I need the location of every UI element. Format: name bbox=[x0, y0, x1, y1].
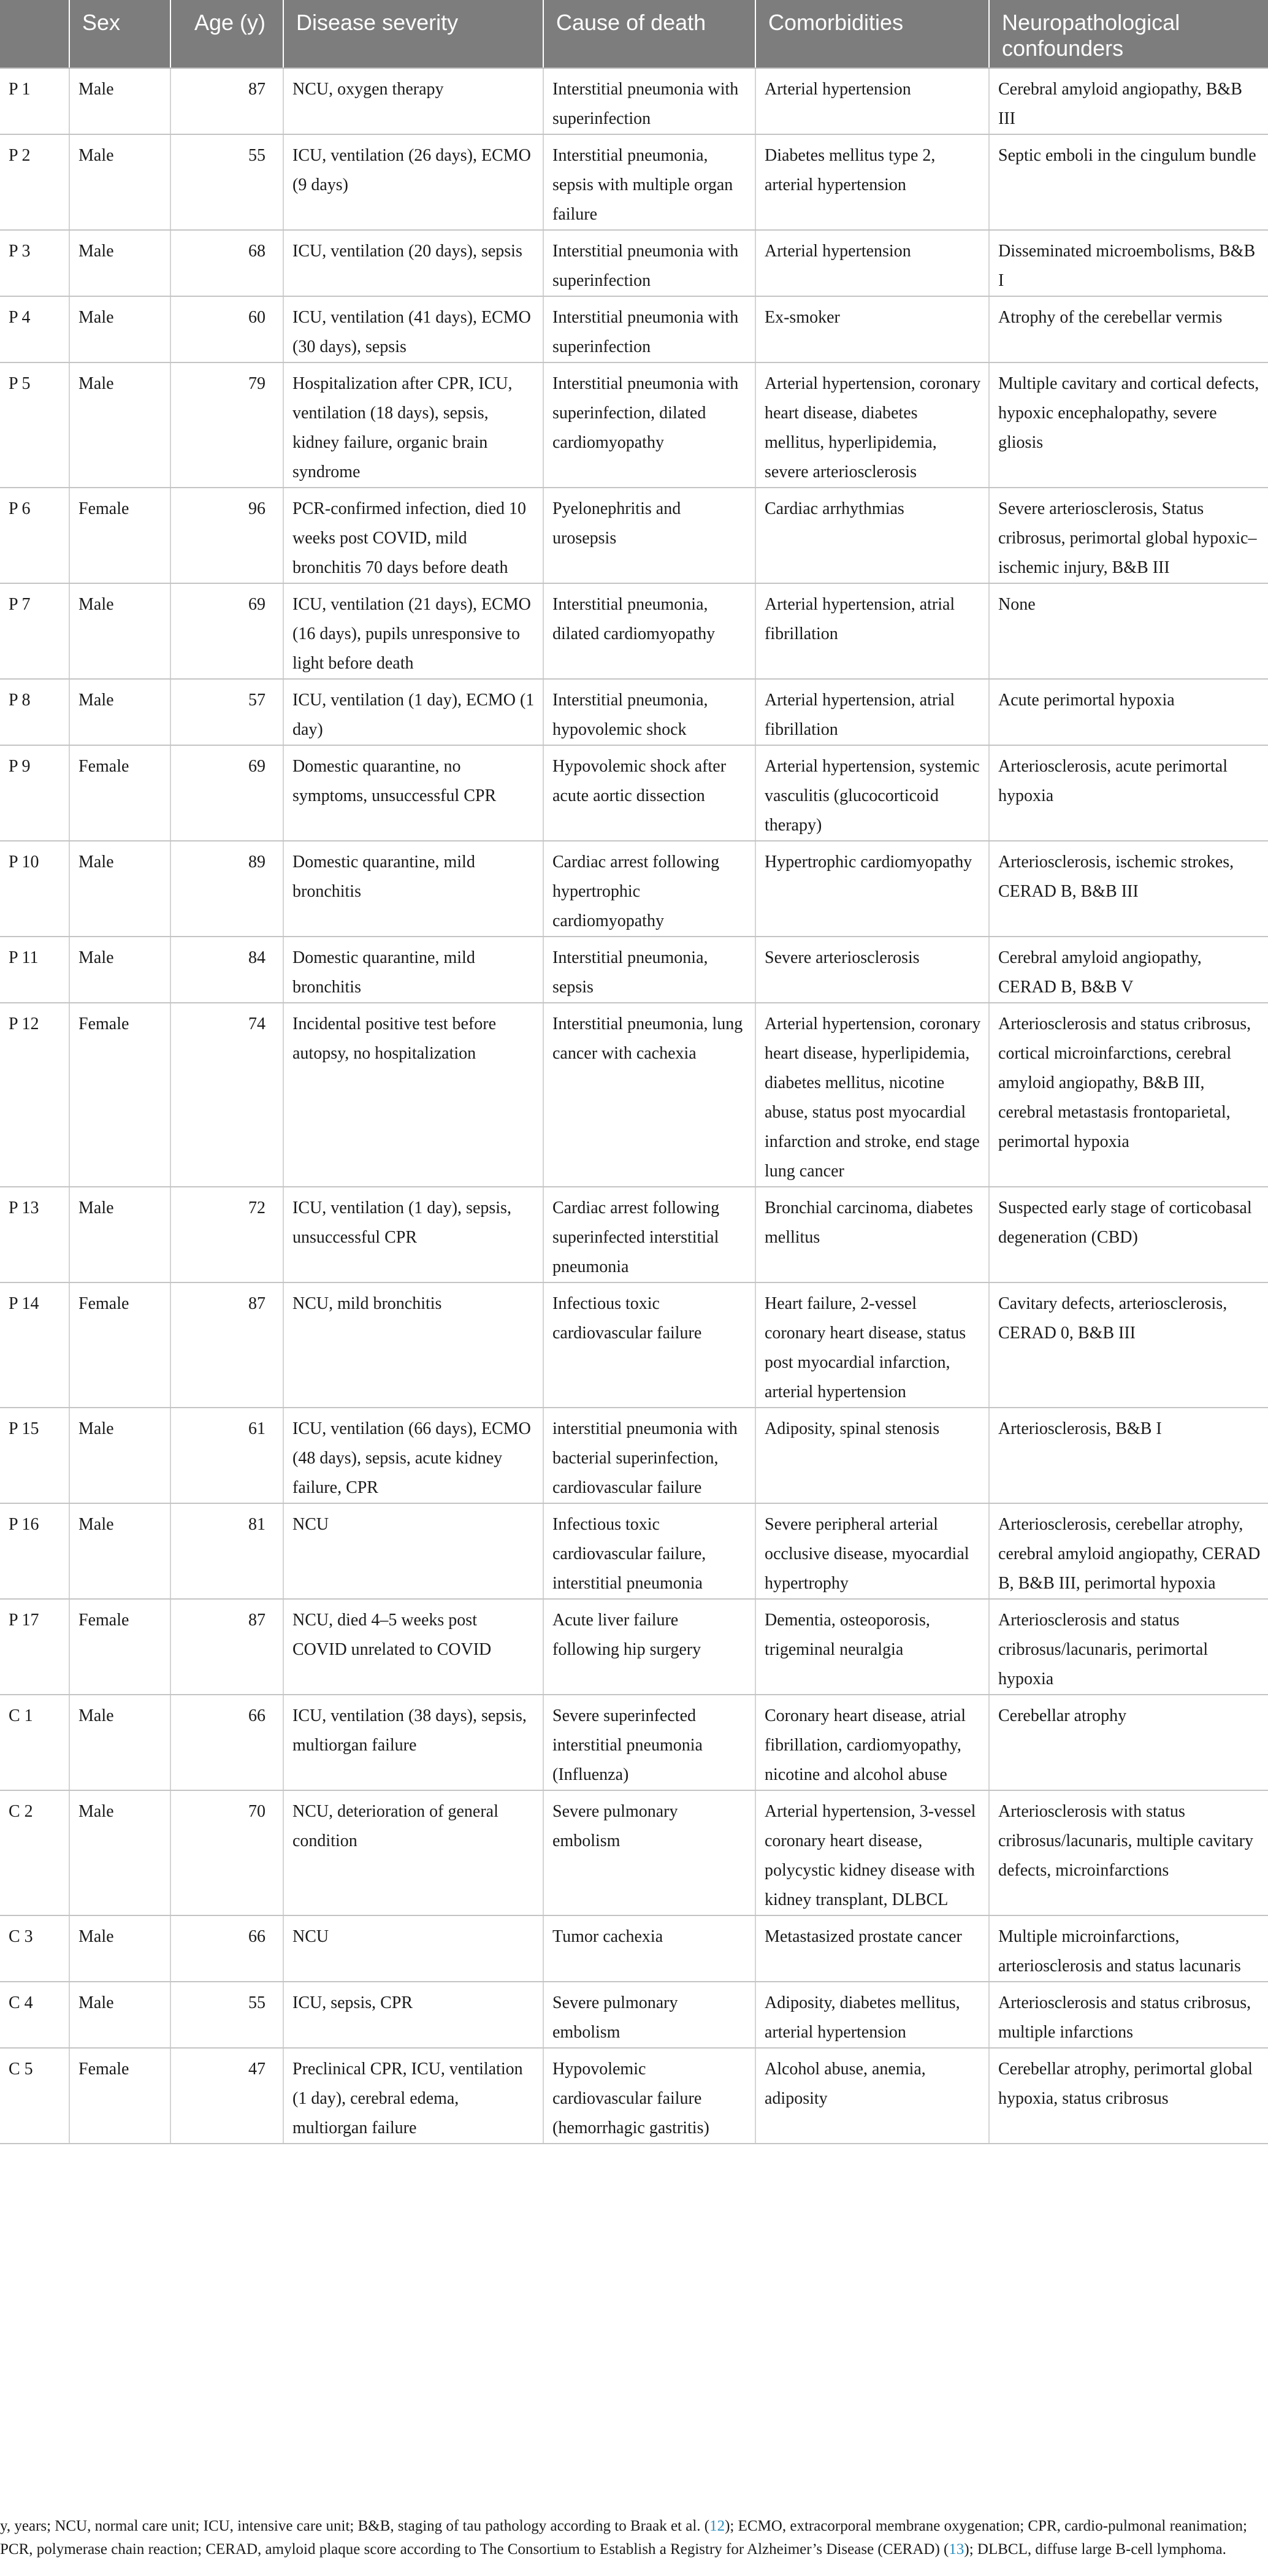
cell-id: C 5 bbox=[0, 2048, 69, 2144]
cell-comorbidities: Arterial hypertension bbox=[755, 68, 989, 134]
cell-sex: Female bbox=[69, 1282, 170, 1408]
footnote-text-1: y, years; NCU, normal care unit; ICU, intensive care unit; B&B, staging of tau pathology according to Braak et al. ( bbox=[0, 2518, 710, 2534]
table-row bbox=[0, 1599, 1268, 1695]
cell-sex: Male bbox=[69, 1695, 170, 1790]
table-row bbox=[0, 1915, 1268, 1982]
cell-cause-of-death: Severe pulmonary embolism bbox=[543, 1982, 755, 2048]
cell-sex: Female bbox=[69, 1003, 170, 1187]
cell-neuropathological-confounders: Multiple microinfarctions, arteriosclerosis and status lacunaris bbox=[989, 1915, 1268, 1982]
cell-id: C 4 bbox=[0, 1982, 69, 2048]
cell-comorbidities: Arterial hypertension, 3-vessel coronary heart disease, polycystic kidney disease with kidney transplant, DLBCL bbox=[755, 1790, 989, 1915]
cell-age: 66 bbox=[170, 1695, 283, 1790]
cell-id: P 1 bbox=[0, 68, 69, 134]
cell-id: P 13 bbox=[0, 1187, 69, 1282]
cell-neuropathological-confounders: Arteriosclerosis, acute perimortal hypoxia bbox=[989, 745, 1268, 841]
cell-disease-severity: Hospitalization after CPR, ICU, ventilation (18 days), sepsis, kidney failure, organic brain syndrome bbox=[283, 362, 543, 488]
cell-id: P 17 bbox=[0, 1599, 69, 1695]
table-row bbox=[0, 1982, 1268, 2048]
cell-cause-of-death: Severe superinfected interstitial pneumonia (Influenza) bbox=[543, 1695, 755, 1790]
cell-neuropathological-confounders: Arteriosclerosis and status cribrosus/lacunaris, perimortal hypoxia bbox=[989, 1599, 1268, 1695]
cell-disease-severity: ICU, ventilation (41 days), ECMO (30 days), sepsis bbox=[283, 296, 543, 362]
cell-id: P 10 bbox=[0, 841, 69, 937]
cell-cause-of-death: Infectious toxic cardiovascular failure bbox=[543, 1282, 755, 1408]
table-row bbox=[0, 1695, 1268, 1790]
cell-comorbidities: Bronchial carcinoma, diabetes mellitus bbox=[755, 1187, 989, 1282]
cell-disease-severity: Domestic quarantine, no symptoms, unsuccessful CPR bbox=[283, 745, 543, 841]
cell-id: P 12 bbox=[0, 1003, 69, 1187]
cell-neuropathological-confounders: Atrophy of the cerebellar vermis bbox=[989, 296, 1268, 362]
cell-disease-severity: NCU, oxygen therapy bbox=[283, 68, 543, 134]
cell-cause-of-death: Hypovolemic cardiovascular failure (hemorrhagic gastritis) bbox=[543, 2048, 755, 2144]
cell-neuropathological-confounders: Cerebral amyloid angiopathy, B&B III bbox=[989, 68, 1268, 134]
cell-cause-of-death: Tumor cachexia bbox=[543, 1915, 755, 1982]
cell-disease-severity: ICU, sepsis, CPR bbox=[283, 1982, 543, 2048]
cell-comorbidities: Coronary heart disease, atrial fibrillation, cardiomyopathy, nicotine and alcohol abuse bbox=[755, 1695, 989, 1790]
cell-disease-severity: NCU, died 4–5 weeks post COVID unrelated to COVID bbox=[283, 1599, 543, 1695]
cell-disease-severity: ICU, ventilation (1 day), ECMO (1 day) bbox=[283, 679, 543, 745]
cell-age: 87 bbox=[170, 1282, 283, 1408]
cell-id: C 1 bbox=[0, 1695, 69, 1790]
cell-age: 79 bbox=[170, 362, 283, 488]
cell-disease-severity: ICU, ventilation (38 days), sepsis, multiorgan failure bbox=[283, 1695, 543, 1790]
cell-neuropathological-confounders: Cerebellar atrophy bbox=[989, 1695, 1268, 1790]
cell-disease-severity: Preclinical CPR, ICU, ventilation (1 day), cerebral edema, multiorgan failure bbox=[283, 2048, 543, 2144]
table-row bbox=[0, 583, 1268, 679]
cell-comorbidities: Arterial hypertension, atrial fibrillation bbox=[755, 583, 989, 679]
cell-sex: Female bbox=[69, 2048, 170, 2144]
cell-comorbidities: Dementia, osteoporosis, trigeminal neuralgia bbox=[755, 1599, 989, 1695]
header-comorbidities: Comorbidities bbox=[755, 0, 989, 68]
cell-sex: Female bbox=[69, 745, 170, 841]
table-row bbox=[0, 230, 1268, 296]
cell-cause-of-death: Interstitial pneumonia with superinfection bbox=[543, 296, 755, 362]
cell-neuropathological-confounders: Arteriosclerosis and status cribrosus, multiple infarctions bbox=[989, 1982, 1268, 2048]
cell-age: 61 bbox=[170, 1408, 283, 1503]
table-body bbox=[0, 68, 1268, 2144]
cell-comorbidities: Arterial hypertension, coronary heart disease, diabetes mellitus, hyperlipidemia, severe arteriosclerosis bbox=[755, 362, 989, 488]
cell-cause-of-death: Acute liver failure following hip surgery bbox=[543, 1599, 755, 1695]
cell-comorbidities: Heart failure, 2-vessel coronary heart disease, status post myocardial infarction, arterial hypertension bbox=[755, 1282, 989, 1408]
table-row bbox=[0, 1408, 1268, 1503]
cell-neuropathological-confounders: Arteriosclerosis, ischemic strokes, CERAD B, B&B III bbox=[989, 841, 1268, 937]
cell-neuropathological-confounders: Acute perimortal hypoxia bbox=[989, 679, 1268, 745]
cell-neuropathological-confounders: Arteriosclerosis, cerebellar atrophy, cerebral amyloid angiopathy, CERAD B, B&B III, perimortal hypoxia bbox=[989, 1503, 1268, 1599]
cell-neuropathological-confounders: Septic emboli in the cingulum bundle bbox=[989, 134, 1268, 230]
cell-age: 96 bbox=[170, 488, 283, 583]
table-row bbox=[0, 937, 1268, 1003]
cell-id: P 14 bbox=[0, 1282, 69, 1408]
cell-disease-severity: NCU bbox=[283, 1915, 543, 1982]
cell-cause-of-death: interstitial pneumonia with bacterial superinfection, cardiovascular failure bbox=[543, 1408, 755, 1503]
cell-comorbidities: Adiposity, spinal stenosis bbox=[755, 1408, 989, 1503]
cell-id: P 16 bbox=[0, 1503, 69, 1599]
cell-comorbidities: Arterial hypertension, atrial fibrillation bbox=[755, 679, 989, 745]
cell-sex: Male bbox=[69, 583, 170, 679]
cell-cause-of-death: Cardiac arrest following superinfected interstitial pneumonia bbox=[543, 1187, 755, 1282]
cell-sex: Male bbox=[69, 68, 170, 134]
cell-sex: Male bbox=[69, 230, 170, 296]
cell-age: 55 bbox=[170, 134, 283, 230]
cell-comorbidities: Arterial hypertension, systemic vasculitis (glucocorticoid therapy) bbox=[755, 745, 989, 841]
table-row bbox=[0, 296, 1268, 362]
cell-comorbidities: Metastasized prostate cancer bbox=[755, 1915, 989, 1982]
cell-age: 57 bbox=[170, 679, 283, 745]
table-header-row bbox=[0, 0, 1268, 68]
cell-comorbidities: Arterial hypertension bbox=[755, 230, 989, 296]
cell-age: 69 bbox=[170, 583, 283, 679]
table-row bbox=[0, 745, 1268, 841]
cell-comorbidities: Hypertrophic cardiomyopathy bbox=[755, 841, 989, 937]
cell-comorbidities: Severe peripheral arterial occlusive disease, myocardial hypertrophy bbox=[755, 1503, 989, 1599]
cell-disease-severity: NCU bbox=[283, 1503, 543, 1599]
table-row bbox=[0, 134, 1268, 230]
table-row bbox=[0, 488, 1268, 583]
cell-comorbidities: Ex-smoker bbox=[755, 296, 989, 362]
cell-neuropathological-confounders: Arteriosclerosis with status cribrosus/lacunaris, multiple cavitary defects, microinfarctions bbox=[989, 1790, 1268, 1915]
cell-cause-of-death: Cardiac arrest following hypertrophic cardiomyopathy bbox=[543, 841, 755, 937]
cell-age: 84 bbox=[170, 937, 283, 1003]
table-row bbox=[0, 2048, 1268, 2144]
cell-sex: Male bbox=[69, 841, 170, 937]
cell-cause-of-death: Infectious toxic cardiovascular failure, interstitial pneumonia bbox=[543, 1503, 755, 1599]
header-id bbox=[0, 0, 69, 68]
cell-cause-of-death: Interstitial pneumonia, sepsis with multiple organ failure bbox=[543, 134, 755, 230]
table-row bbox=[0, 1187, 1268, 1282]
cell-age: 81 bbox=[170, 1503, 283, 1599]
cell-sex: Male bbox=[69, 1408, 170, 1503]
cell-id: P 5 bbox=[0, 362, 69, 488]
reference-link-12[interactable]: 12 bbox=[709, 2518, 725, 2534]
cell-id: P 2 bbox=[0, 134, 69, 230]
table-footnote bbox=[0, 2515, 1263, 2561]
cell-age: 74 bbox=[170, 1003, 283, 1187]
cell-sex: Female bbox=[69, 1599, 170, 1695]
cell-age: 70 bbox=[170, 1790, 283, 1915]
footnote-text-3: ); DLBCL, diffuse large B-cell lymphoma. bbox=[964, 2541, 1226, 2558]
cell-neuropathological-confounders: Disseminated microembolisms, B&B I bbox=[989, 230, 1268, 296]
cell-age: 72 bbox=[170, 1187, 283, 1282]
header-neuropathological-confounders: Neuropathological confounders bbox=[989, 0, 1268, 68]
cell-sex: Male bbox=[69, 1982, 170, 2048]
cell-cause-of-death: Interstitial pneumonia with superinfection, dilated cardiomyopathy bbox=[543, 362, 755, 488]
cell-sex: Male bbox=[69, 134, 170, 230]
cell-disease-severity: ICU, ventilation (1 day), sepsis, unsuccessful CPR bbox=[283, 1187, 543, 1282]
cell-cause-of-death: Interstitial pneumonia, dilated cardiomyopathy bbox=[543, 583, 755, 679]
table-row bbox=[0, 1282, 1268, 1408]
cell-age: 47 bbox=[170, 2048, 283, 2144]
cell-cause-of-death: Interstitial pneumonia, hypovolemic shock bbox=[543, 679, 755, 745]
cell-comorbidities: Adiposity, diabetes mellitus, arterial hypertension bbox=[755, 1982, 989, 2048]
cell-id: P 9 bbox=[0, 745, 69, 841]
cell-age: 87 bbox=[170, 68, 283, 134]
table-row bbox=[0, 679, 1268, 745]
cell-id: P 8 bbox=[0, 679, 69, 745]
cell-neuropathological-confounders: None bbox=[989, 583, 1268, 679]
cell-neuropathological-confounders: Multiple cavitary and cortical defects, hypoxic encephalopathy, severe gliosis bbox=[989, 362, 1268, 488]
cell-disease-severity: NCU, deterioration of general condition bbox=[283, 1790, 543, 1915]
cell-sex: Male bbox=[69, 362, 170, 488]
cell-disease-severity: Incidental positive test before autopsy, no hospitalization bbox=[283, 1003, 543, 1187]
cell-cause-of-death: Severe pulmonary embolism bbox=[543, 1790, 755, 1915]
reference-link-13[interactable]: 13 bbox=[949, 2541, 964, 2558]
cell-sex: Male bbox=[69, 296, 170, 362]
cell-age: 87 bbox=[170, 1599, 283, 1695]
cell-cause-of-death: Pyelonephritis and urosepsis bbox=[543, 488, 755, 583]
cell-neuropathological-confounders: Arteriosclerosis and status cribrosus, cortical microinfarctions, cerebral amyloid angiopathy, B&B III, cerebral metastasis frontoparietal, perimortal hypoxia bbox=[989, 1003, 1268, 1187]
table-row bbox=[0, 1003, 1268, 1187]
cell-age: 55 bbox=[170, 1982, 283, 2048]
cell-comorbidities: Cardiac arrhythmias bbox=[755, 488, 989, 583]
table-row bbox=[0, 1790, 1268, 1915]
cell-sex: Male bbox=[69, 1915, 170, 1982]
cell-cause-of-death: Interstitial pneumonia with superinfection bbox=[543, 230, 755, 296]
cell-disease-severity: ICU, ventilation (21 days), ECMO (16 days), pupils unresponsive to light before death bbox=[283, 583, 543, 679]
cell-age: 60 bbox=[170, 296, 283, 362]
cell-cause-of-death: Interstitial pneumonia, sepsis bbox=[543, 937, 755, 1003]
table-row bbox=[0, 1503, 1268, 1599]
cell-id: P 15 bbox=[0, 1408, 69, 1503]
cell-neuropathological-confounders: Suspected early stage of corticobasal degeneration (CBD) bbox=[989, 1187, 1268, 1282]
cell-comorbidities: Alcohol abuse, anemia, adiposity bbox=[755, 2048, 989, 2144]
cell-id: P 3 bbox=[0, 230, 69, 296]
cell-cause-of-death: Hypovolemic shock after acute aortic dissection bbox=[543, 745, 755, 841]
table-row bbox=[0, 841, 1268, 937]
cell-id: P 11 bbox=[0, 937, 69, 1003]
cell-cause-of-death: Interstitial pneumonia with superinfection bbox=[543, 68, 755, 134]
header-cause-of-death: Cause of death bbox=[543, 0, 755, 68]
cell-disease-severity: Domestic quarantine, mild bronchitis bbox=[283, 841, 543, 937]
cell-age: 66 bbox=[170, 1915, 283, 1982]
footnote-text-2: ); ECMO, extracorporal membrane oxygenation; CPR, cardio-pulmonal reanimation; PCR, polymerase chain reaction; CERAD, amyloid plaque score according to The Consortium to Establish a Registry for Alzheimer’s Disease (CERAD) ( bbox=[0, 2518, 1247, 2558]
cell-age: 89 bbox=[170, 841, 283, 937]
cell-neuropathological-confounders: Cerebral amyloid angiopathy, CERAD B, B&B V bbox=[989, 937, 1268, 1003]
cell-neuropathological-confounders: Severe arteriosclerosis, Status cribrosus, perimortal global hypoxic–ischemic injury, B&B III bbox=[989, 488, 1268, 583]
cell-id: C 3 bbox=[0, 1915, 69, 1982]
cell-sex: Male bbox=[69, 1503, 170, 1599]
cell-neuropathological-confounders: Cerebellar atrophy, perimortal global hypoxia, status cribrosus bbox=[989, 2048, 1268, 2144]
cell-id: P 7 bbox=[0, 583, 69, 679]
cell-cause-of-death: Interstitial pneumonia, lung cancer with cachexia bbox=[543, 1003, 755, 1187]
cell-neuropathological-confounders: Arteriosclerosis, B&B I bbox=[989, 1408, 1268, 1503]
cell-disease-severity: Domestic quarantine, mild bronchitis bbox=[283, 937, 543, 1003]
header-age: Age (y) bbox=[170, 0, 283, 68]
table-row bbox=[0, 362, 1268, 488]
table-row bbox=[0, 68, 1268, 134]
cell-neuropathological-confounders: Cavitary defects, arteriosclerosis, CERAD 0, B&B III bbox=[989, 1282, 1268, 1408]
cell-sex: Female bbox=[69, 488, 170, 583]
cell-disease-severity: ICU, ventilation (66 days), ECMO (48 days), sepsis, acute kidney failure, CPR bbox=[283, 1408, 543, 1503]
cell-disease-severity: NCU, mild bronchitis bbox=[283, 1282, 543, 1408]
cell-sex: Male bbox=[69, 1187, 170, 1282]
cell-id: P 6 bbox=[0, 488, 69, 583]
cell-sex: Male bbox=[69, 937, 170, 1003]
cell-disease-severity: ICU, ventilation (26 days), ECMO (9 days) bbox=[283, 134, 543, 230]
cell-comorbidities: Severe arteriosclerosis bbox=[755, 937, 989, 1003]
cell-disease-severity: PCR-confirmed infection, died 10 weeks post COVID, mild bronchitis 70 days before death bbox=[283, 488, 543, 583]
cell-age: 68 bbox=[170, 230, 283, 296]
cell-sex: Male bbox=[69, 1790, 170, 1915]
cell-comorbidities: Diabetes mellitus type 2, arterial hypertension bbox=[755, 134, 989, 230]
cell-age: 69 bbox=[170, 745, 283, 841]
header-disease-severity: Disease severity bbox=[283, 0, 543, 68]
header-sex: Sex bbox=[69, 0, 170, 68]
cell-comorbidities: Arterial hypertension, coronary heart disease, hyperlipidemia, diabetes mellitus, nicotine abuse, status post myocardial infarction and stroke, end stage lung cancer bbox=[755, 1003, 989, 1187]
cell-id: P 4 bbox=[0, 296, 69, 362]
cell-disease-severity: ICU, ventilation (20 days), sepsis bbox=[283, 230, 543, 296]
cell-id: C 2 bbox=[0, 1790, 69, 1915]
cell-sex: Male bbox=[69, 679, 170, 745]
